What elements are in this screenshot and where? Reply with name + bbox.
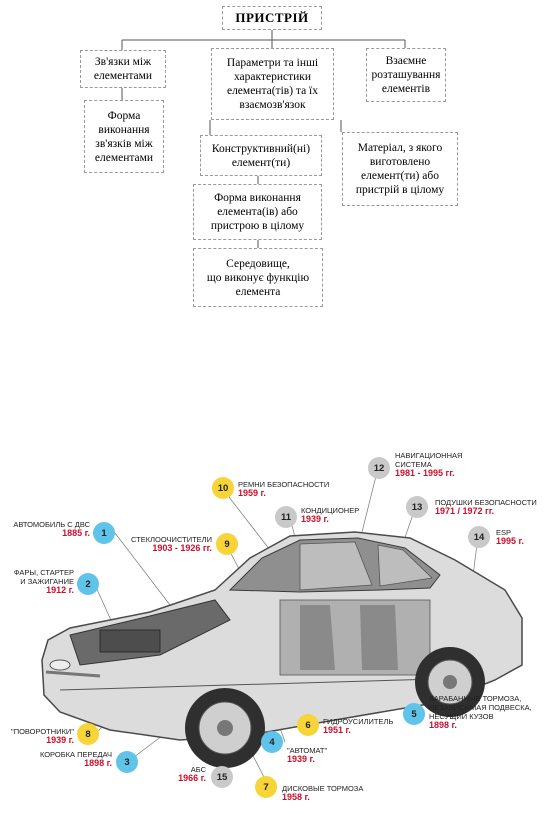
callout-label-4: "АВТОМАТ" 1939 г. xyxy=(287,746,367,764)
front-wheel xyxy=(185,688,265,768)
callout-year-8: 1939 г. xyxy=(46,735,74,745)
callout-badge-1: 1 xyxy=(93,522,115,544)
node-placement xyxy=(366,48,446,102)
callout-badge-10: 10 xyxy=(212,477,234,499)
callout-year-11: 1939 г. xyxy=(301,514,329,524)
callout-label-14: ESP 1995 г. xyxy=(496,528,542,546)
callout-year-3: 1898 г. xyxy=(84,758,112,768)
callout-year-15: 1966 г. xyxy=(178,773,206,783)
callout-year-14: 1995 г. xyxy=(496,536,524,546)
callout-year-9: 1903 - 1926 гг. xyxy=(152,543,212,553)
diagram-title-text: ПРИСТРІЙ xyxy=(235,10,309,25)
callout-label-10: РЕМНИ БЕЗОПАСНОСТИ 1959 г. xyxy=(238,480,338,498)
node-links-form-text: Форма виконання зв'язків між елементами xyxy=(94,109,154,164)
callout-badge-3: 3 xyxy=(116,751,138,773)
callout-badge-9: 9 xyxy=(216,533,238,555)
car-infographic xyxy=(0,440,545,814)
node-structural-text: Конструктивний(ні) елемент(ти) xyxy=(211,142,311,169)
callout-label-7: ДИСКОВЫЕ ТОРМОЗА 1958 г. xyxy=(282,784,382,802)
callout-year-2: 1912 г. xyxy=(46,585,74,595)
callout-year-1: 1885 г. xyxy=(62,528,90,538)
node-element-form xyxy=(193,184,322,240)
node-placement-text: Взаємне розташування елементів xyxy=(371,55,441,95)
callout-badge-2: 2 xyxy=(77,573,99,595)
node-material xyxy=(342,132,458,206)
node-links-text: Зв'язки між елементами xyxy=(93,56,153,82)
callout-label-2: ФАРЫ, СТАРТЕР И ЗАЖИГАНИЕ 1912 г. xyxy=(4,568,74,595)
callout-badge-14: 14 xyxy=(468,526,490,548)
callout-badge-6: 6 xyxy=(297,714,319,736)
callout-badge-8: 8 xyxy=(77,723,99,745)
node-params-text: Параметри та інші характеристики елемента(тів) та їх взаємозв'язок xyxy=(226,57,319,111)
callout-label-9: СТЕКЛООЧИСТИТЕЛИ 1903 - 1926 гг. xyxy=(112,535,212,553)
callout-label-3: КОРОБКА ПЕРЕДАЧ 1898 г. xyxy=(6,750,112,768)
node-params xyxy=(211,48,334,120)
callout-year-5: 1898 г. xyxy=(429,720,457,730)
callout-year-6: 1951 г. xyxy=(323,725,351,735)
callout-label-5: БАРАБАННЫЕ ТОРМОЗА, НЕЗАВИСИМАЯ ПОДВЕСКА, НЕСУЩИЙ КУЗОВ 1898 г. xyxy=(429,694,543,730)
node-structural xyxy=(200,135,322,176)
callout-label-12: НАВИГАЦИОННАЯ СИСТЕМА 1981 - 1995 гг. xyxy=(395,451,485,478)
callout-year-7: 1958 г. xyxy=(282,792,310,802)
diagram-title xyxy=(222,6,322,30)
callout-year-12: 1981 - 1995 гг. xyxy=(395,468,455,478)
callout-badge-15: 15 xyxy=(211,766,233,788)
node-links xyxy=(80,50,166,88)
callout-badge-7: 7 xyxy=(255,776,277,798)
callout-badge-11: 11 xyxy=(275,506,297,528)
callout-badge-5: 5 xyxy=(403,703,425,725)
node-environment xyxy=(193,248,323,307)
callout-year-10: 1959 г. xyxy=(238,488,266,498)
callout-label-8: "ПОВОРОТНИКИ" 1939 г. xyxy=(4,727,74,745)
callout-label-13: ПОДУШКИ БЕЗОПАСНОСТИ 1971 / 1972 гг. xyxy=(435,498,543,516)
callout-label-6: ГИДРОУСИЛИТЕЛЬ 1951 г. xyxy=(323,717,413,735)
callout-badge-4: 4 xyxy=(261,731,283,753)
callout-year-4: 1939 г. xyxy=(287,754,315,764)
callout-label-11: КОНДИЦИОНЕР 1939 г. xyxy=(301,506,381,524)
callout-badge-13: 13 xyxy=(406,496,428,518)
node-element-form-text: Форма виконання елемента(ів) або пристрою в цілому xyxy=(210,192,305,232)
node-material-text: Матеріал, з якого виготовлено елемент(ти) або пристрій в цілому xyxy=(355,142,445,196)
node-links-form xyxy=(84,100,164,173)
callout-label-15: АБС 1966 г. xyxy=(160,765,206,783)
callout-label-1: АВТОМОБИЛЬ С ДВС 1885 г. xyxy=(8,520,90,538)
callout-year-13: 1971 / 1972 гг. xyxy=(435,506,495,516)
node-environment-text: Середовище, що виконує функцію елемента xyxy=(206,257,310,298)
callout-badge-12: 12 xyxy=(368,457,390,479)
